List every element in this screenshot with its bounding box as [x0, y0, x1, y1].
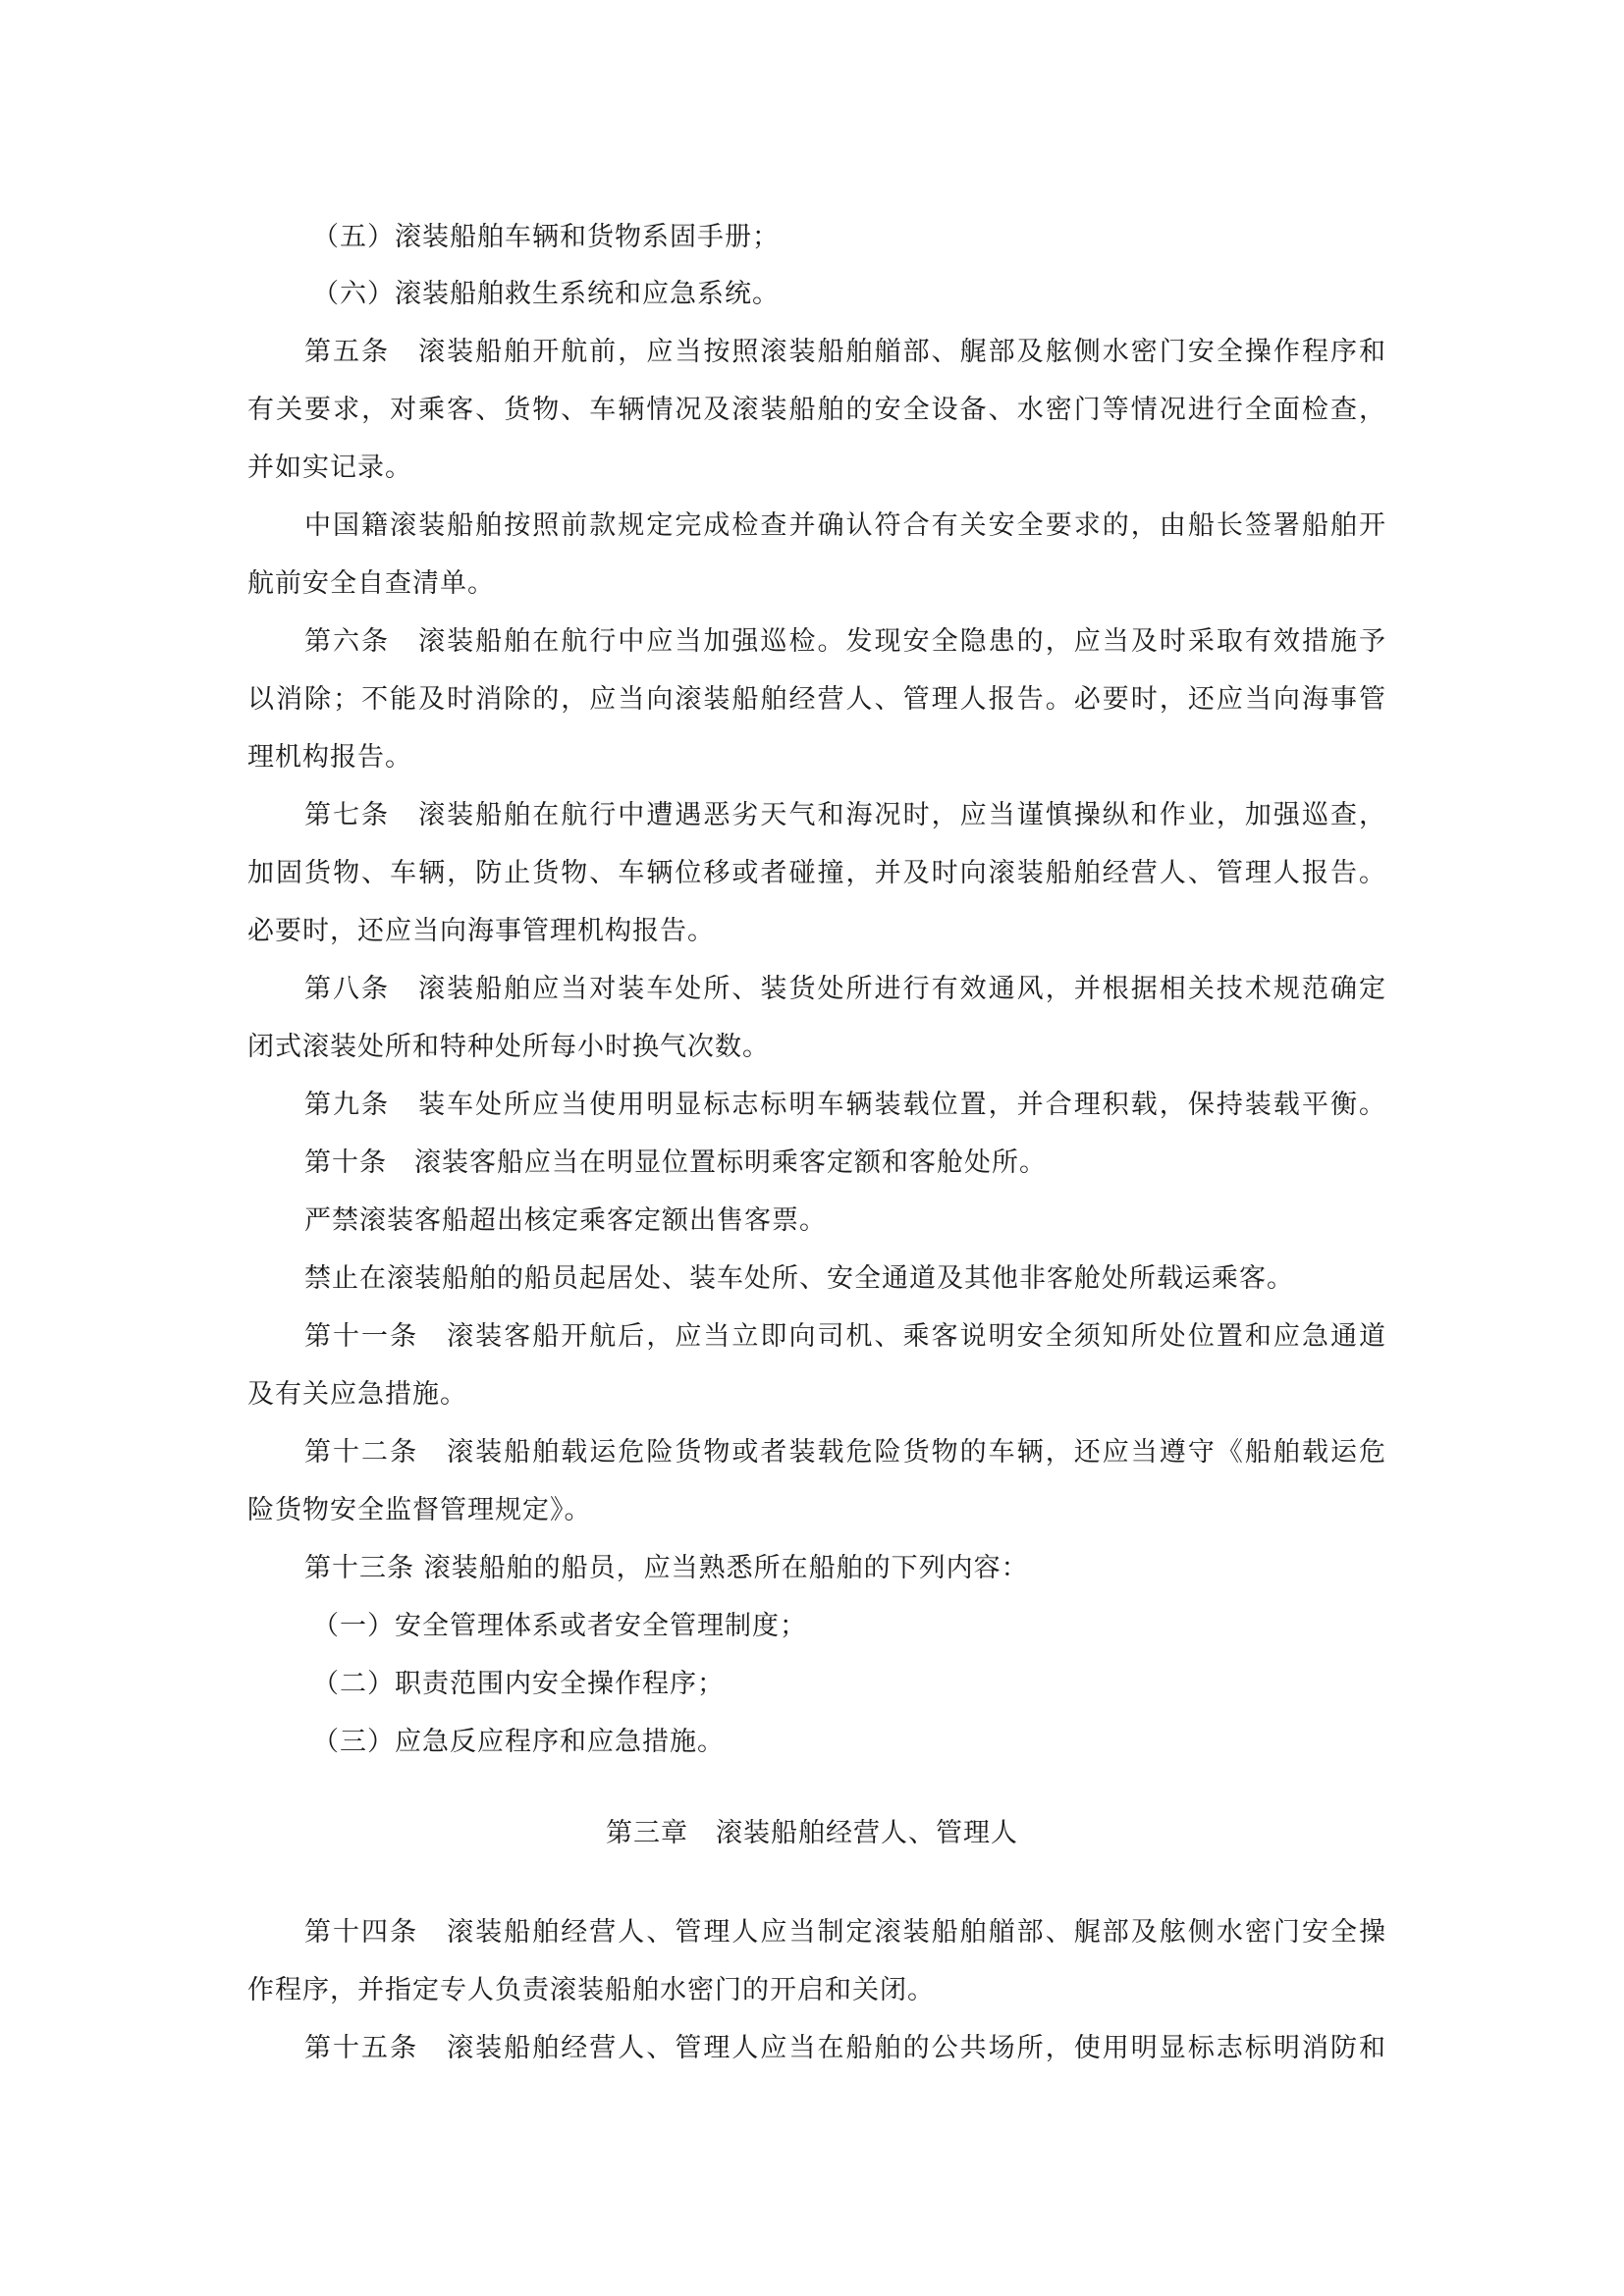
- article-12-line-1: 第十二条 滚装船舶载运危险货物或者装载危险货物的车辆，还应当遵守《船舶载运危: [304, 1437, 1386, 1468]
- article-6-line-2: 以消除；不能及时消除的，应当向滚装船舶经营人、管理人报告。必要时，还应当向海事管: [247, 684, 1386, 715]
- article-12-line-2: 险货物安全监督管理规定》。: [247, 1495, 592, 1525]
- article-13-item-1: （一）安全管理体系或者安全管理制度；: [312, 1611, 807, 1641]
- item-5-6: （六）滚装船舶救生系统和应急系统。: [312, 279, 780, 309]
- article-5-line-1: 第五条 滚装船舶开航前，应当按照滚装船舶艏部、艉部及舷侧水密门安全操作程序和: [304, 337, 1386, 367]
- article-7-line-2: 加固货物、车辆，防止货物、车辆位移或者碰撞，并及时向滚装船舶经营人、管理人报告。: [247, 858, 1386, 888]
- item-5-5: （五）滚装船舶车辆和货物系固手册；: [312, 222, 780, 252]
- article-10-para-2: 严禁滚装客船超出核定乘客定额出售客票。: [304, 1205, 827, 1236]
- article-14-line-2: 作程序，并指定专人负责滚装船舶水密门的开启和关闭。: [247, 1975, 935, 2005]
- article-7-line-3: 必要时，还应当向海事管理机构报告。: [247, 916, 715, 946]
- article-10-para-3: 禁止在滚装船舶的船员起居处、装车处所、安全通道及其他非客舱处所载运乘客。: [304, 1263, 1294, 1294]
- article-7-line-1: 第七条 滚装船舶在航行中遭遇恶劣天气和海况时，应当谨慎操纵和作业，加强巡查，: [304, 800, 1386, 830]
- article-10: 第十条 滚装客船应当在明显位置标明乘客定额和客舱处所。: [304, 1148, 1047, 1178]
- chapter-3-title: 第三章 滚装船舶经营人、管理人: [606, 1818, 1018, 1848]
- article-8-line-1: 第八条 滚装船舶应当对装车处所、装货处所进行有效通风，并根据相关技术规范确定: [304, 974, 1386, 1004]
- article-15-line-1: 第十五条 滚装船舶经营人、管理人应当在船舶的公共场所，使用明显标志标明消防和: [304, 2033, 1386, 2063]
- article-8-line-2: 闭式滚装处所和特种处所每小时换气次数。: [247, 1032, 770, 1062]
- article-6-line-1: 第六条 滚装船舶在航行中应当加强巡检。发现安全隐患的，应当及时采取有效措施予: [304, 626, 1386, 657]
- article-5-para-2-line-1: 中国籍滚装船舶按照前款规定完成检查并确认符合有关安全要求的，由船长签署船舶开: [304, 510, 1386, 541]
- article-5-line-2: 有关要求，对乘客、货物、车辆情况及滚装船舶的安全设备、水密门等情况进行全面检查，: [247, 395, 1386, 425]
- article-11-line-2: 及有关应急措施。: [247, 1379, 467, 1410]
- article-14-line-1: 第十四条 滚装船舶经营人、管理人应当制定滚装船舶艏部、艉部及舷侧水密门安全操: [304, 1917, 1386, 1948]
- article-13-item-3: （三）应急反应程序和应急措施。: [312, 1727, 725, 1757]
- article-11-line-1: 第十一条 滚装客船开航后，应当立即向司机、乘客说明安全须知所处位置和应急通道: [304, 1321, 1386, 1352]
- article-5-line-3: 并如实记录。: [247, 453, 412, 483]
- article-5-para-2-line-2: 航前安全自查清单。: [247, 568, 495, 599]
- article-6-line-3: 理机构报告。: [247, 742, 412, 773]
- article-9: 第九条 装车处所应当使用明显标志标明车辆装载位置，并合理积载，保持装载平衡。: [304, 1090, 1386, 1120]
- article-13-item-2: （二）职责范围内安全操作程序；: [312, 1669, 725, 1699]
- article-13: 第十三条 滚装船舶的船员，应当熟悉所在船舶的下列内容：: [304, 1553, 1029, 1583]
